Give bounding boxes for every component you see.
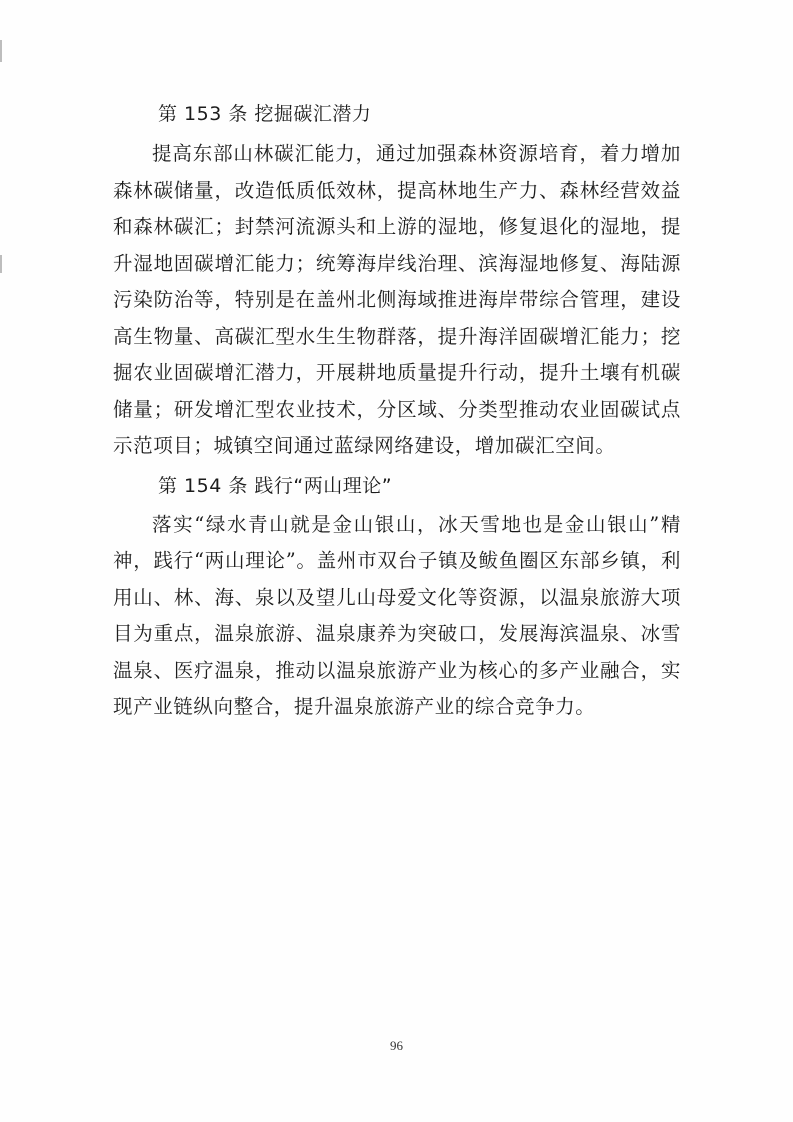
- article-154-body: 落实“绿水青山就是金山银山，冰天雪地也是金山银山”精神，践行“两山理论”。盖州市双台子镇及鲅鱼圈区东部乡镇，利用山、林、海、泉以及望儿山母爱文化等资源，以温泉旅游大项目为重点，温泉旅游、温泉康养为突破口，发展海滨温泉、冰雪温泉、医疗温泉，推动以温泉旅游产业为核心的多产业融合，实现产业链纵向整合，提升温泉旅游产业的综合竞争力。: [113, 512, 681, 718]
- page-content: [113, 95, 681, 726]
- article-153-heading: 第 153 条 挖掘碳汇潜力: [158, 103, 372, 125]
- scan-edge-mark: [0, 255, 2, 273]
- scan-edge-mark: [0, 40, 2, 62]
- article-154-heading: 第 154 条 践行“两山理论”: [158, 474, 393, 497]
- page-number: 96: [390, 1038, 403, 1053]
- article-153-body: 提高东部山林碳汇能力，通过加强森林资源培育，着力增加森林碳储量，改造低质低效林，提高林地生产力、森林经营效益和森林碳汇；封禁河流源头和上游的湿地，修复退化的湿地，提升湿地固碳增汇能力；统筹海岸线治理、滨海湿地修复、海陆源污染防治等，特别是在盖州北侧海域推进海岸带综合管理，建设高生物量、高碳汇型水生生物群落，提升海洋固碳增汇能力；挖掘农业固碳增汇潜力，开展耕地质量提升行动，提升土壤有机碳储量；研发增汇型农业技术，分区域、分类型推动农业固碳试点示范项目；城镇空间通过蓝绿网络建设，增加碳汇空间。: [113, 142, 681, 457]
